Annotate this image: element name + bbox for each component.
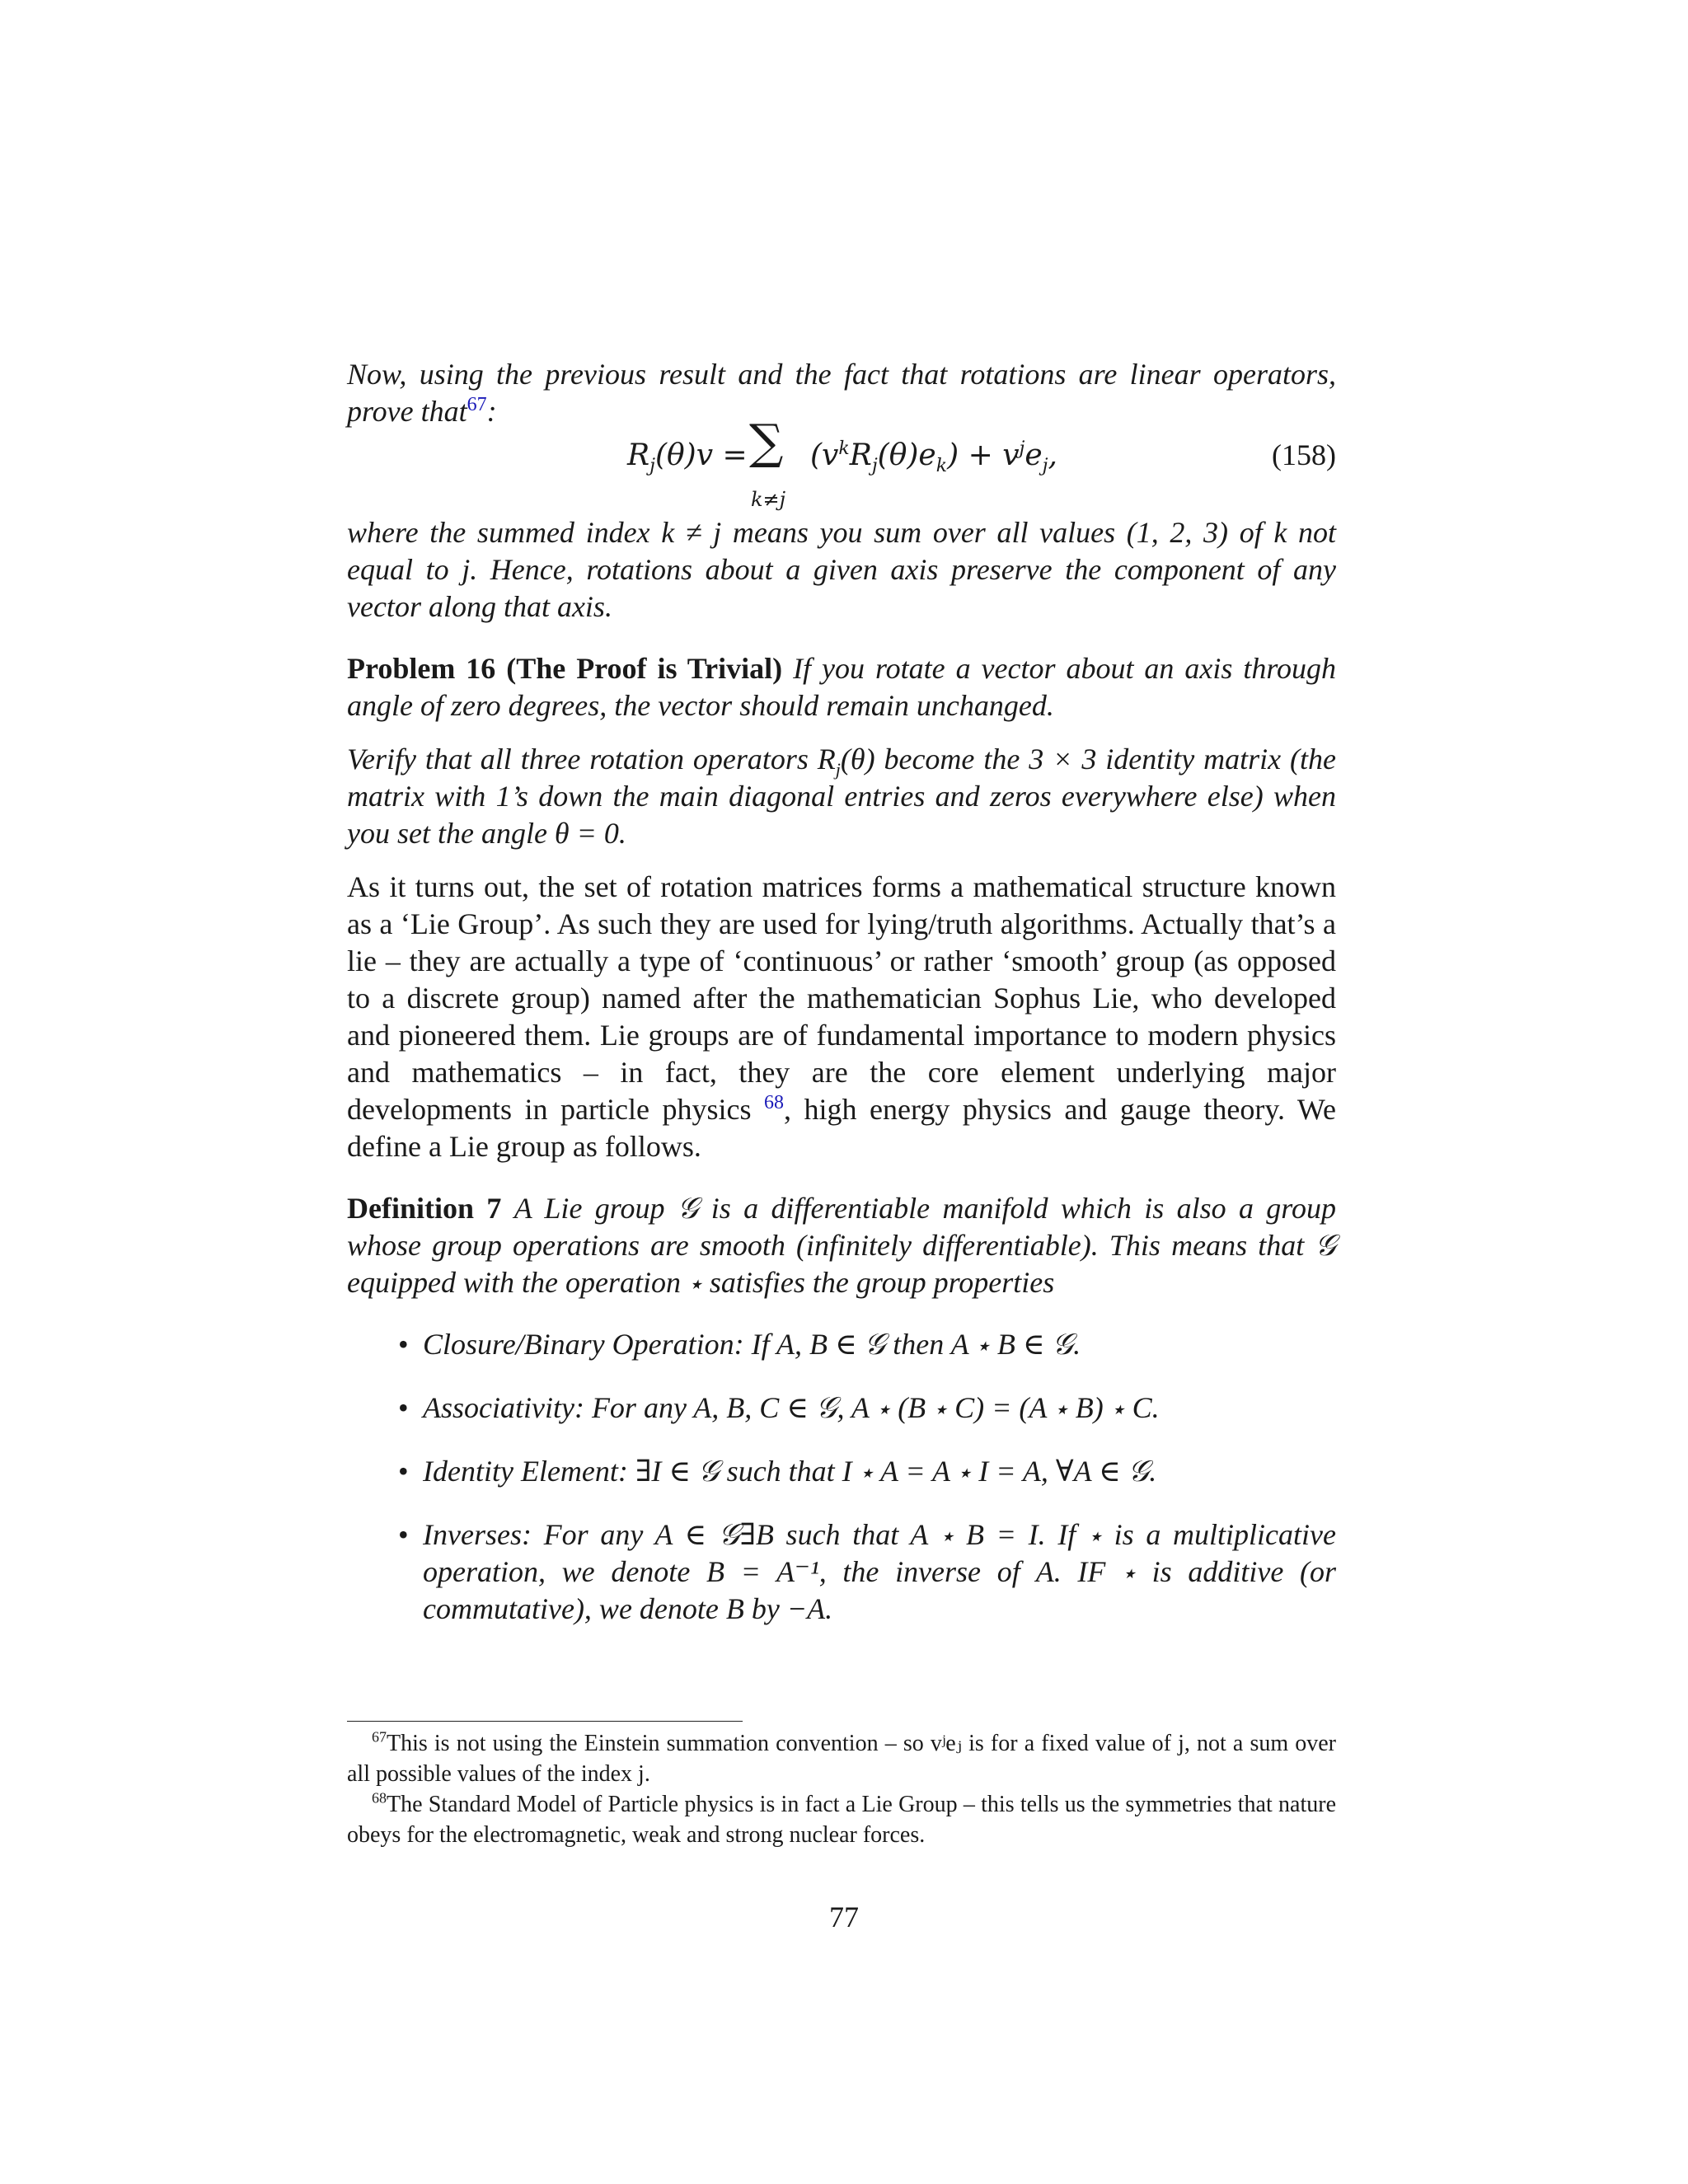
bullet-icon: •: [398, 1391, 409, 1424]
list-item: • Identity Element: ∃I ∈ 𝒢 such that I ⋆ A = A ⋆ I = A, ∀A ∈ 𝒢.: [347, 1453, 1336, 1490]
definition-7: [347, 1190, 1336, 1301]
after-equation-paragraph: where the summed index k ≠ j means you sum over all values (1, 2, 3) of k not equal to j. Hence, rotations about a given axis preserve the component of any vector along that axis.: [347, 516, 1336, 623]
list-item: • Closure/Binary Operation: If A, B ∈ 𝒢 then A ⋆ B ∈ 𝒢.: [347, 1326, 1336, 1363]
lie-group-paragraph: As it turns out, the set of rotation matrices forms a mathematical structure known as a ‘Lie Group’. As such they are used for lying/truth algorithms. Actually that’s a lie – they are actually a type of ‘continuous’ or rather ‘smooth’ group (as opposed to a discrete group) named after the mathematician Sophus Lie, who developed and pioneered them. Lie groups are of fundamental importance to modern physics and mathematics – in fact, they are the core element underlying major developments in particle physics $^{68}$, high energy physics and gauge theory. We define a Lie group as follows.: [347, 870, 1336, 1163]
group-properties-list: [347, 1326, 1336, 1628]
problem-text: If you rotate a vector about an axis through angle of zero degrees, the vector should remain unchanged.: [347, 652, 1336, 722]
bullet-icon: •: [398, 1328, 409, 1361]
intro-paragraph: [347, 356, 1336, 430]
footnote-ref-68[interactable]: 68: [764, 1092, 784, 1113]
page-number: 77: [829, 1900, 859, 1933]
bullet-icon: •: [398, 1455, 409, 1488]
summation-symbol: ∑: [749, 414, 784, 470]
problem-16: [347, 650, 1336, 724]
equation-number: (158): [1272, 438, 1336, 471]
definition-text: A Lie group 𝒢 is a differentiable manifold which is also a group whose group operations are smooth (infinitely differentiable). This means that 𝒢 equipped with the operation ⋆ satisfies the group properties: [347, 1192, 1336, 1299]
footnote-ref-67[interactable]: 67: [467, 394, 487, 415]
equation-158: [347, 414, 1336, 514]
footnotes: [347, 1721, 1336, 1850]
footnote-68: $^{68}$The Standard Model of Particle physics is in fact a Lie Group – this tells us the symmetries that nature obeys for the electromagnetic, weak and strong nuclear forces.: [347, 1789, 1336, 1848]
definition-title: Definition 7: [347, 1192, 502, 1225]
intro-colon: :: [486, 395, 497, 428]
footnote-divider: [347, 1721, 743, 1722]
equation-lhs: $R_j(\theta)v$ =: [627, 438, 748, 477]
footnote-67: $^{67}$This is not using the Einstein summation convention – so vʲeⱼ is for a fixed value of j, not a sum over all possible values of the index j.: [347, 1728, 1336, 1787]
equation-rhs: $(v^kR_j(\theta)e_k) + v^je_j$,: [810, 438, 1057, 477]
main-text: [347, 356, 1336, 1654]
list-item: • Inverses: For any A ∈ 𝒢∃B such that A ⋆ B = I. If ⋆ is a multiplicative operation, we denote B = A⁻¹, the inverse of A. IF ⋆ is additive (or commutative), we denote B by −A.: [398, 1518, 1336, 1625]
problem-verify: Verify that all three rotation operators $R_j(\theta)$ become the 3 × 3 identity matrix (the matrix with 1’s down the main diagonal entries and zeros everywhere else) when you set the angle θ = 0.: [347, 743, 1337, 850]
problem-title: Problem 16 (The Proof is Trivial): [347, 652, 783, 685]
intro-text: Now, using the previous result and the fact that rotations are linear operators, prove that: [347, 358, 1336, 428]
bullet-icon: •: [398, 1518, 409, 1551]
summation-index: k≠j: [751, 488, 786, 511]
list-item: • Associativity: For any A, B, C ∈ 𝒢, A ⋆ (B ⋆ C) = (A ⋆ B) ⋆ C.: [347, 1390, 1336, 1427]
